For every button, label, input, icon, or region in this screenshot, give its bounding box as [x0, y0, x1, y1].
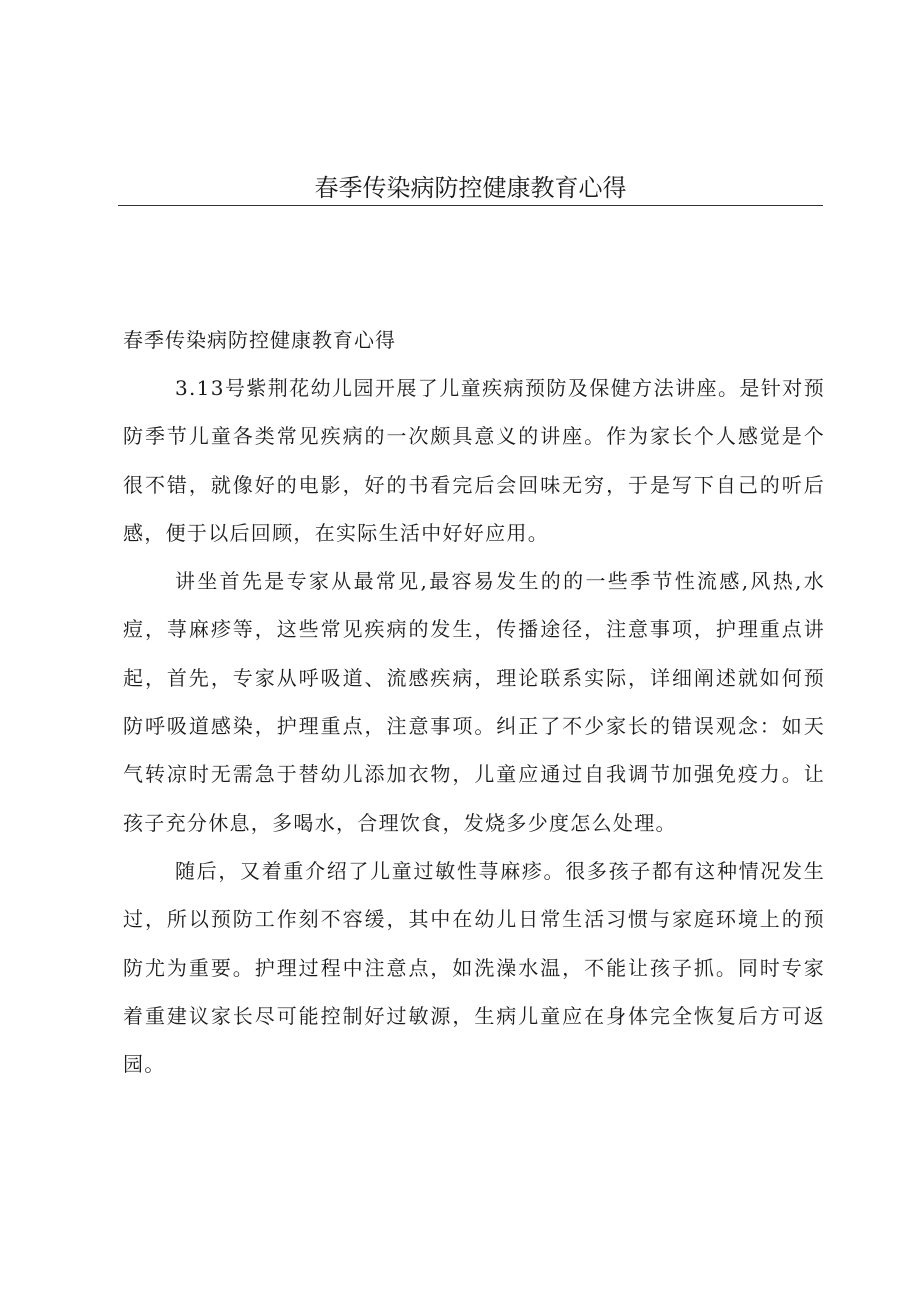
paragraph-lecture-content: 讲坐首先是专家从最常见,最容易发生的的一些季节性流感,风热,水痘，荨麻疹等，这些常见疾病的发生，传播途径，注意事项，护理重点讲起，首先，专家从呼吸道、流感疾病，理论联系实际，详细阐述就如何预防呼吸道感染，护理重点，注意事项。纠正了不少家长的错误观念：如天气转凉时无需急于替幼儿添加衣物，儿童应通过自我调节加强免疫力。让孩子充分休息，多喝水，合理饮食，发烧多少度怎么处理。 — [123, 569, 825, 835]
paragraph-intro: 3.13号紫荆花幼儿园开展了儿童疾病预防及保健方法讲座。是针对预防季节儿童各类常见疾病的一次颇具意义的讲座。作为家长个人感觉是个很不错，就像好的电影，好的书看完后会回味无穷，于是写下自己的听后感，便于以后回顾，在实际生活中好好应用。 — [123, 376, 825, 545]
paragraph-allergy: 随后，又着重介绍了儿童过敏性荨麻疹。很多孩子都有这种情况发生过，所以预防工作刻不容缓，其中在幼儿日常生活习惯与家庭环境上的预防尤为重要。护理过程中注意点，如洗澡水温，不能让孩子抓。同时专家着重建议家长尽可能控制好过敏源，生病儿童应在身体完全恢复后方可返园。 — [123, 858, 825, 1077]
document-body — [123, 316, 825, 1088]
header-divider — [118, 205, 823, 206]
page-header-title: 春季传染病防控健康教育心得 — [314, 174, 627, 202]
document-subtitle: 春季传染病防控健康教育心得 — [123, 328, 396, 352]
